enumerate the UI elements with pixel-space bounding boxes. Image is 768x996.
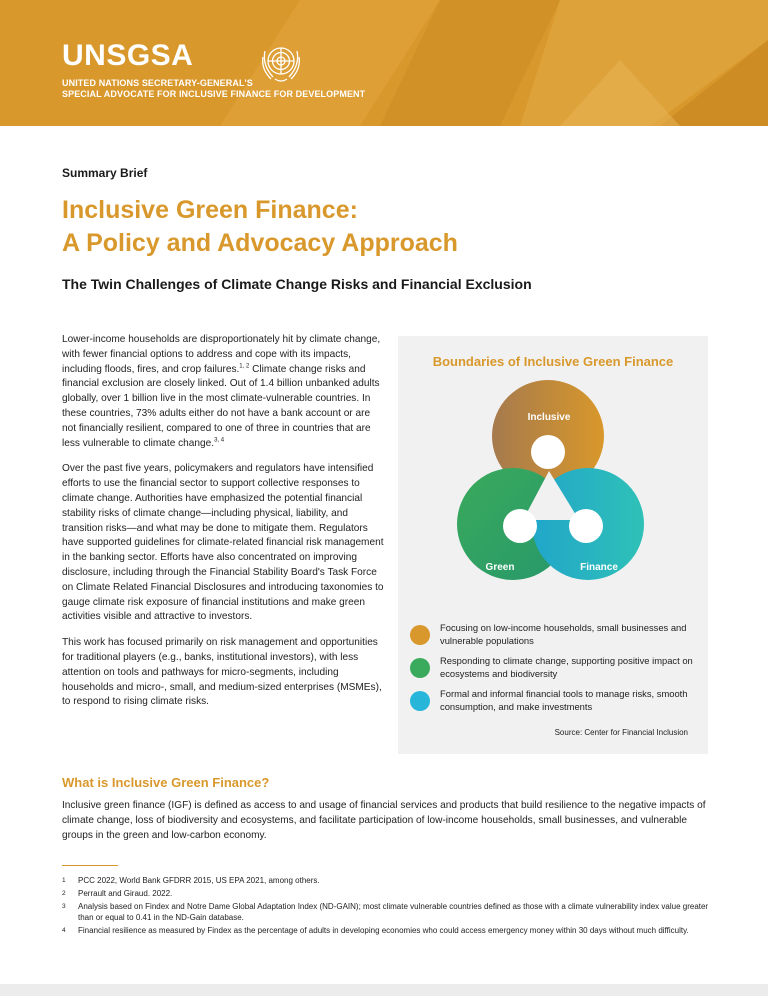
- un-emblem-icon: [255, 35, 307, 87]
- section-heading: What is Inclusive Green Finance?: [62, 775, 270, 790]
- footnote-4: [62, 926, 712, 936]
- inclusive-dot-icon: [410, 625, 430, 645]
- footnote-divider: [62, 865, 118, 866]
- footnote-2: [62, 889, 712, 899]
- brand-subline: [62, 78, 365, 100]
- brand-block: [62, 40, 365, 100]
- footnote-number: 2: [62, 890, 66, 898]
- footnote-1: [62, 876, 712, 886]
- legend-text-finance: Formal and informal financial tools to manage risks, smooth consumption, and make investments: [440, 688, 688, 712]
- inclusive-node: [531, 435, 565, 469]
- brand-subline-2: SPECIAL ADVOCATE FOR INCLUSIVE FINANCE FOR DEVELOPMENT: [62, 89, 366, 99]
- body-paragraph-3: This work has focused primarily on risk management and opportunities for traditional players (e.g., banks, institutional investors), with less attention on tools and pathways for micro-segments, including households and micro-, small, and medium-sized enterprises (MSMEs), to respond to rising climate risks.: [62, 637, 382, 708]
- logo-text: UNSGSA: [62, 39, 194, 72]
- footnote-text: Financial resilience as measured by Findex as the percentage of adults in developing economies who could access emergency money within 30 days without much difficulty.: [78, 925, 689, 935]
- footnote-text: Perrault and Giraud. 2022.: [78, 889, 173, 899]
- legend-text-inclusive: Focusing on low-income households, small businesses and vulnerable populations: [440, 622, 687, 646]
- inclusive-label: Inclusive: [527, 412, 571, 423]
- footnote-number: 4: [62, 926, 66, 934]
- footnote-ref-3-4[interactable]: 3, 4: [214, 437, 225, 444]
- body-column: [62, 333, 384, 721]
- footnote-text: Analysis based on Findex and Notre Dame Global Adaptation Index (ND-GAIN); most climate vulnerable countries defined as those with a climate vulnerability index value greater than or equal to 0.41 in the ND-Gain database.: [78, 902, 709, 922]
- footnote-3: [62, 902, 712, 922]
- footnotes: [62, 876, 712, 939]
- boundaries-panel: [398, 336, 708, 754]
- finance-dot-icon: [410, 691, 430, 711]
- green-label: Green: [485, 562, 515, 573]
- venn-diagram: [428, 376, 678, 616]
- section-body: Inclusive green finance (IGF) is defined as access to and usage of financial services and products that build resilience to the negative impacts of climate change, loss of biodiversity and ecosystems, and facilitate participation of low-income households, small businesses, and vulnerable groups in the green and low-carbon economy.: [62, 800, 706, 841]
- title-line-1: Inclusive Green Finance:: [62, 196, 358, 224]
- page-title: [62, 194, 458, 260]
- header-banner: [0, 0, 768, 126]
- body-paragraph-1-part-b: Climate change risks and financial exclusion are closely linked. Out of 1.4 billion unbanked adults globally, over 1 billion live in the most climate-vulnerable countries. In these countries, 73% adults either do not have a bank account or are not financially resilient, compared to one of three in countries that are less vulnerable to climate change.: [62, 363, 380, 449]
- page-subtitle: The Twin Challenges of Climate Change Risks and Financial Exclusion: [62, 276, 532, 292]
- legend-text-green: Responding to climate change, supporting positive impact on ecosystems and biodiversity: [440, 655, 693, 679]
- green-dot-icon: [410, 658, 430, 678]
- page-bottom-bar: [0, 984, 768, 996]
- title-line-2: A Policy and Advocacy Approach: [62, 229, 458, 257]
- green-node: [503, 509, 537, 543]
- finance-label: Finance: [580, 562, 618, 573]
- footnote-number: 3: [62, 903, 66, 911]
- footnote-ref-1-2[interactable]: 1, 2: [239, 363, 250, 370]
- panel-source: Source: Center for Financial Inclusion: [554, 728, 688, 737]
- body-paragraph-1-part-a: Lower-income households are disproportionately hit by climate change, with fewer financial options to address and cope with its impacts, including floods, fires, and crop failures.: [62, 334, 381, 375]
- finance-node: [569, 509, 603, 543]
- body-paragraph-2: Over the past five years, policymakers and regulators have intensified efforts to use the financial sector to support collective responses to climate change. Authorities have emphasized the potential financial stability risks of climate change—including physical, liability, and transition risks—and what may be done to mitigate them. Regulators have supported guidelines for climate-related financial risk management in the banking sector. Efforts have also concentrated on improving disclosure, including through the Financial Stability Board's Task Force on Climate Related Financial Disclosures and introducing taxonomies to gauge climate risk exposure of financial institutions and make green activities visible and attractive to investors.: [62, 463, 384, 623]
- brand-subline-1: UNITED NATIONS SECRETARY-GENERAL'S: [62, 78, 253, 88]
- summary-brief-label: Summary Brief: [62, 166, 148, 180]
- body-paragraph-1: [62, 333, 384, 451]
- footnote-number: 1: [62, 877, 66, 884]
- footnote-text: PCC 2022, World Bank GFDRR 2015, US EPA 2021, among others.: [78, 876, 320, 885]
- panel-title: Boundaries of Inclusive Green Finance: [432, 354, 674, 369]
